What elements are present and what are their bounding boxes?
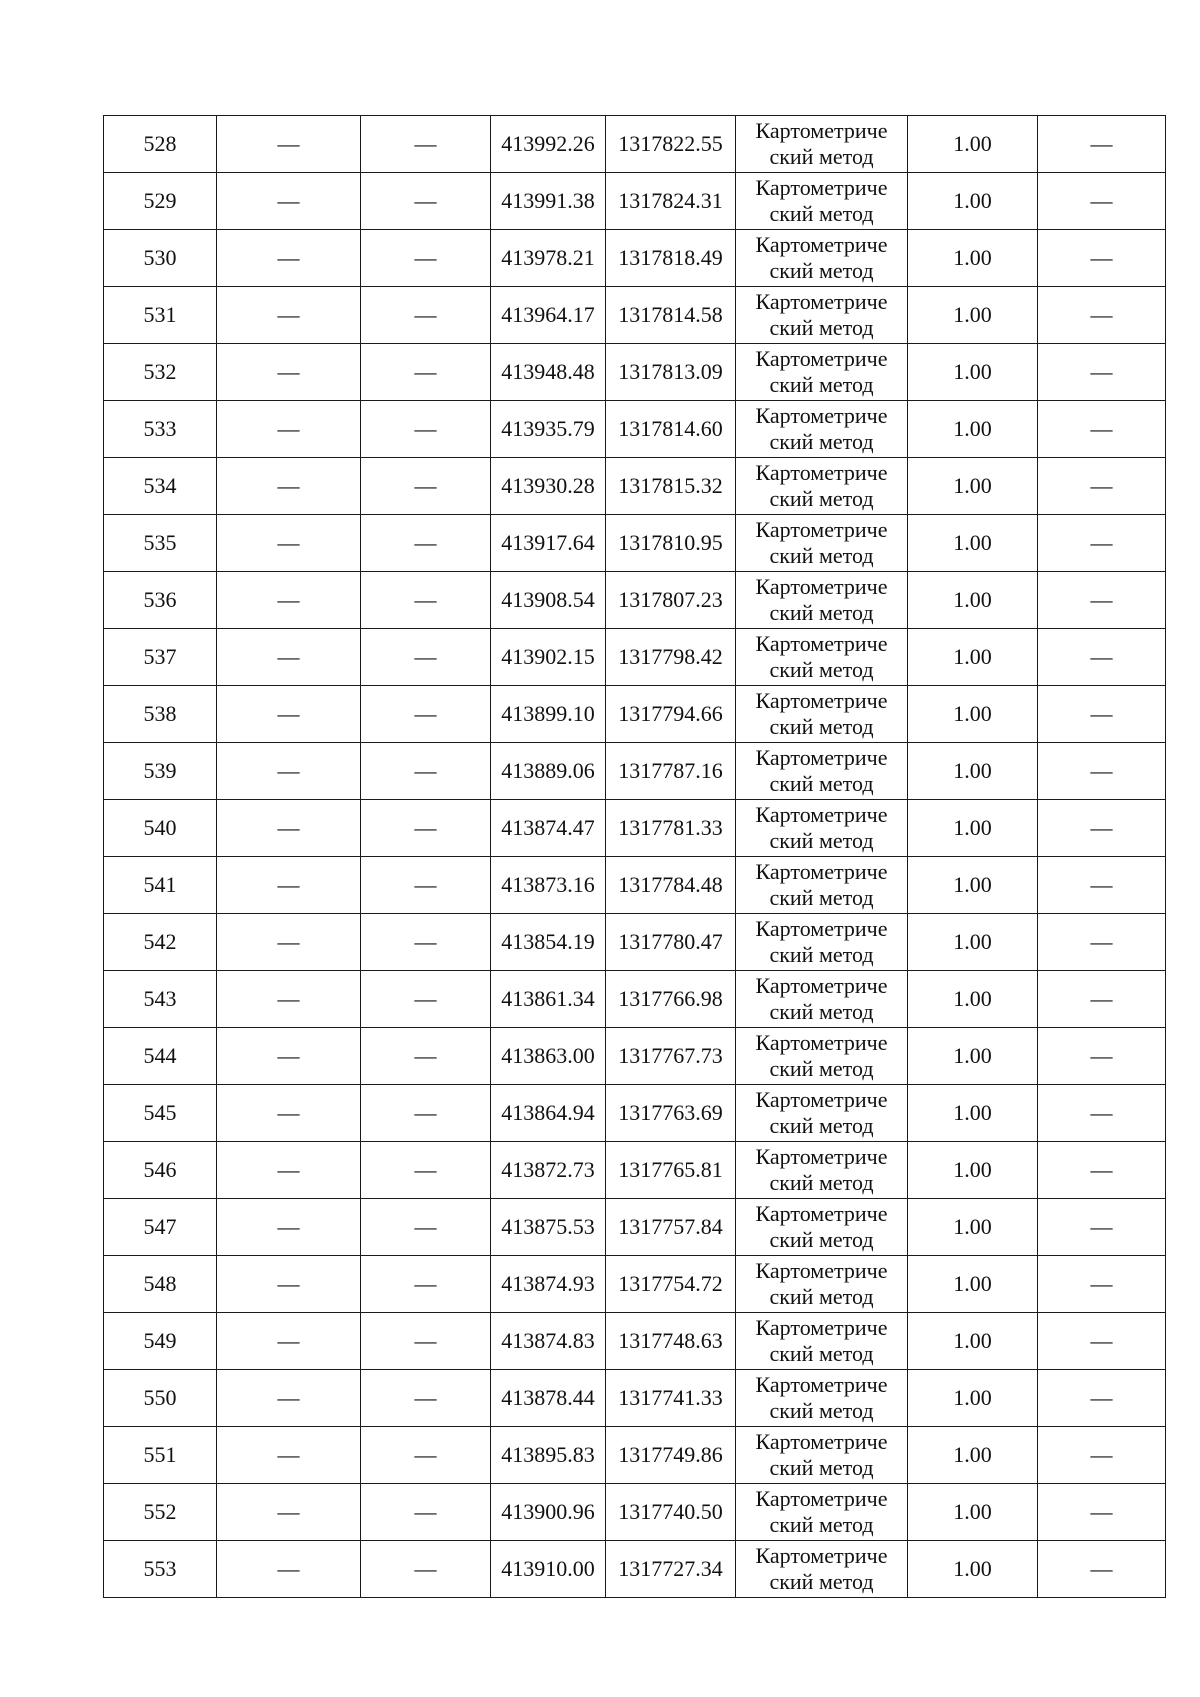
dash-cell-2: — [217,686,361,743]
dash-cell-2: — [217,572,361,629]
method-line-2: ский метод [769,201,874,226]
method-line-2: ский метод [769,1512,874,1537]
method-line-2: ский метод [769,999,874,1024]
method-line-1: Картометриче [755,289,888,314]
dash-cell-8: — [1038,344,1166,401]
dash-cell-2: — [217,344,361,401]
method-line-1: Картометриче [755,802,888,827]
x-coordinate-cell: 413854.19 [491,914,606,971]
accuracy-cell: 1.00 [908,1484,1038,1541]
y-coordinate-cell: 1317766.98 [606,971,736,1028]
point-number-cell: 548 [104,1256,217,1313]
method-cell [736,230,908,287]
point-number-cell: 538 [104,686,217,743]
table-row [104,800,1166,857]
dash-cell-2: — [217,458,361,515]
accuracy-cell: 1.00 [908,914,1038,971]
x-coordinate-cell: 413889.06 [491,743,606,800]
table-row [104,1541,1166,1598]
method-line-1: Картометриче [755,118,888,143]
x-coordinate-cell: 413864.94 [491,1085,606,1142]
method-cell [736,1370,908,1427]
dash-cell-2: — [217,1199,361,1256]
dash-cell-2: — [217,1085,361,1142]
dash-cell-2: — [217,914,361,971]
method-cell [736,1256,908,1313]
accuracy-cell: 1.00 [908,686,1038,743]
dash-cell-8: — [1038,629,1166,686]
method-line-1: Картометриче [755,1087,888,1112]
dash-cell-3: — [361,1256,491,1313]
accuracy-cell: 1.00 [908,458,1038,515]
dash-cell-3: — [361,743,491,800]
dash-cell-8: — [1038,1313,1166,1370]
dash-cell-2: — [217,629,361,686]
dash-cell-3: — [361,857,491,914]
method-line-1: Картометриче [755,403,888,428]
dash-cell-8: — [1038,800,1166,857]
method-line-1: Картометриче [755,1372,888,1397]
method-cell [736,173,908,230]
method-cell [736,515,908,572]
dash-cell-8: — [1038,1028,1166,1085]
y-coordinate-cell: 1317822.55 [606,116,736,173]
x-coordinate-cell: 413873.16 [491,857,606,914]
accuracy-cell: 1.00 [908,1256,1038,1313]
method-cell [736,1541,908,1598]
dash-cell-3: — [361,1541,491,1598]
point-number-cell: 546 [104,1142,217,1199]
y-coordinate-cell: 1317810.95 [606,515,736,572]
method-line-2: ский метод [769,942,874,967]
y-coordinate-cell: 1317780.47 [606,914,736,971]
accuracy-cell: 1.00 [908,1085,1038,1142]
table-row [104,1370,1166,1427]
method-line-2: ский метод [769,1056,874,1081]
accuracy-cell: 1.00 [908,743,1038,800]
x-coordinate-cell: 413895.83 [491,1427,606,1484]
point-number-cell: 543 [104,971,217,1028]
method-line-2: ский метод [769,600,874,625]
method-line-1: Картометриче [755,1030,888,1055]
dash-cell-2: — [217,800,361,857]
method-line-1: Картометриче [755,973,888,998]
method-line-2: ский метод [769,885,874,910]
point-number-cell: 551 [104,1427,217,1484]
accuracy-cell: 1.00 [908,173,1038,230]
dash-cell-2: — [217,857,361,914]
dash-cell-8: — [1038,572,1166,629]
dash-cell-8: — [1038,401,1166,458]
dash-cell-3: — [361,287,491,344]
method-line-1: Картометриче [755,688,888,713]
accuracy-cell: 1.00 [908,800,1038,857]
method-line-2: ский метод [769,1113,874,1138]
y-coordinate-cell: 1317824.31 [606,173,736,230]
method-line-1: Картометриче [755,574,888,599]
y-coordinate-cell: 1317741.33 [606,1370,736,1427]
method-line-1: Картометриче [755,745,888,770]
dash-cell-2: — [217,1028,361,1085]
y-coordinate-cell: 1317781.33 [606,800,736,857]
method-cell [736,116,908,173]
y-coordinate-cell: 1317740.50 [606,1484,736,1541]
method-line-2: ский метод [769,828,874,853]
x-coordinate-cell: 413902.15 [491,629,606,686]
accuracy-cell: 1.00 [908,230,1038,287]
point-number-cell: 549 [104,1313,217,1370]
point-number-cell: 542 [104,914,217,971]
y-coordinate-cell: 1317763.69 [606,1085,736,1142]
method-cell [736,857,908,914]
y-coordinate-cell: 1317815.32 [606,458,736,515]
dash-cell-8: — [1038,1142,1166,1199]
x-coordinate-cell: 413874.83 [491,1313,606,1370]
method-cell [736,1427,908,1484]
dash-cell-3: — [361,1484,491,1541]
x-coordinate-cell: 413991.38 [491,173,606,230]
method-cell [736,686,908,743]
x-coordinate-cell: 413872.73 [491,1142,606,1199]
method-line-2: ский метод [769,657,874,682]
y-coordinate-cell: 1317818.49 [606,230,736,287]
dash-cell-8: — [1038,971,1166,1028]
dash-cell-3: — [361,401,491,458]
table-row [104,344,1166,401]
accuracy-cell: 1.00 [908,857,1038,914]
accuracy-cell: 1.00 [908,572,1038,629]
dash-cell-3: — [361,1199,491,1256]
coordinates-table-body [104,116,1166,1598]
point-number-cell: 529 [104,173,217,230]
y-coordinate-cell: 1317765.81 [606,1142,736,1199]
x-coordinate-cell: 413948.48 [491,344,606,401]
method-cell [736,401,908,458]
dash-cell-3: — [361,344,491,401]
method-cell [736,743,908,800]
point-number-cell: 541 [104,857,217,914]
dash-cell-2: — [217,401,361,458]
dash-cell-3: — [361,686,491,743]
dash-cell-8: — [1038,173,1166,230]
method-line-2: ский метод [769,771,874,796]
dash-cell-3: — [361,458,491,515]
table-row [104,1028,1166,1085]
table-row [104,1085,1166,1142]
point-number-cell: 540 [104,800,217,857]
dash-cell-3: — [361,971,491,1028]
accuracy-cell: 1.00 [908,1541,1038,1598]
dash-cell-2: — [217,1427,361,1484]
method-cell [736,629,908,686]
table-row [104,743,1166,800]
dash-cell-2: — [217,743,361,800]
x-coordinate-cell: 413964.17 [491,287,606,344]
x-coordinate-cell: 413917.64 [491,515,606,572]
table-row [104,1199,1166,1256]
dash-cell-2: — [217,1142,361,1199]
method-line-1: Картометриче [755,916,888,941]
accuracy-cell: 1.00 [908,116,1038,173]
y-coordinate-cell: 1317784.48 [606,857,736,914]
method-line-2: ский метод [769,315,874,340]
dash-cell-2: — [217,1541,361,1598]
accuracy-cell: 1.00 [908,1370,1038,1427]
method-line-1: Картометриче [755,1429,888,1454]
y-coordinate-cell: 1317814.60 [606,401,736,458]
table-row [104,515,1166,572]
method-cell [736,800,908,857]
dash-cell-2: — [217,515,361,572]
dash-cell-8: — [1038,1427,1166,1484]
method-line-2: ский метод [769,543,874,568]
dash-cell-2: — [217,1256,361,1313]
y-coordinate-cell: 1317749.86 [606,1427,736,1484]
table-row [104,971,1166,1028]
method-line-1: Картометриче [755,1543,888,1568]
y-coordinate-cell: 1317787.16 [606,743,736,800]
dash-cell-3: — [361,1313,491,1370]
method-line-2: ский метод [769,429,874,454]
point-number-cell: 552 [104,1484,217,1541]
dash-cell-3: — [361,116,491,173]
x-coordinate-cell: 413900.96 [491,1484,606,1541]
dash-cell-3: — [361,230,491,287]
accuracy-cell: 1.00 [908,1142,1038,1199]
method-line-2: ский метод [769,372,874,397]
dash-cell-2: — [217,230,361,287]
method-line-1: Картометриче [755,631,888,656]
method-line-2: ский метод [769,1569,874,1594]
dash-cell-2: — [217,116,361,173]
method-line-2: ский метод [769,1227,874,1252]
x-coordinate-cell: 413908.54 [491,572,606,629]
table-row [104,1256,1166,1313]
method-cell [736,572,908,629]
dash-cell-3: — [361,800,491,857]
x-coordinate-cell: 413875.53 [491,1199,606,1256]
dash-cell-3: — [361,1427,491,1484]
dash-cell-8: — [1038,857,1166,914]
accuracy-cell: 1.00 [908,1199,1038,1256]
table-row [104,173,1166,230]
method-line-1: Картометриче [755,859,888,884]
table-row [104,572,1166,629]
method-line-2: ский метод [769,1398,874,1423]
dash-cell-2: — [217,173,361,230]
x-coordinate-cell: 413861.34 [491,971,606,1028]
point-number-cell: 530 [104,230,217,287]
accuracy-cell: 1.00 [908,1313,1038,1370]
point-number-cell: 545 [104,1085,217,1142]
accuracy-cell: 1.00 [908,515,1038,572]
method-line-1: Картометриче [755,175,888,200]
dash-cell-2: — [217,1313,361,1370]
x-coordinate-cell: 413878.44 [491,1370,606,1427]
table-row [104,401,1166,458]
dash-cell-2: — [217,1484,361,1541]
point-number-cell: 531 [104,287,217,344]
accuracy-cell: 1.00 [908,344,1038,401]
dash-cell-8: — [1038,116,1166,173]
method-cell [736,1028,908,1085]
method-cell [736,1142,908,1199]
point-number-cell: 536 [104,572,217,629]
dash-cell-8: — [1038,1484,1166,1541]
table-row [104,287,1166,344]
method-line-2: ский метод [769,1170,874,1195]
method-cell [736,458,908,515]
x-coordinate-cell: 413978.21 [491,230,606,287]
dash-cell-2: — [217,971,361,1028]
method-line-1: Картометриче [755,232,888,257]
table-row [104,1484,1166,1541]
method-line-1: Картометриче [755,1315,888,1340]
method-cell [736,344,908,401]
method-line-1: Картометриче [755,346,888,371]
point-number-cell: 528 [104,116,217,173]
dash-cell-3: — [361,1028,491,1085]
table-row [104,1313,1166,1370]
point-number-cell: 550 [104,1370,217,1427]
point-number-cell: 537 [104,629,217,686]
point-number-cell: 544 [104,1028,217,1085]
table-row [104,458,1166,515]
method-line-1: Картометриче [755,1201,888,1226]
method-cell [736,971,908,1028]
method-line-1: Картометриче [755,1486,888,1511]
x-coordinate-cell: 413935.79 [491,401,606,458]
x-coordinate-cell: 413899.10 [491,686,606,743]
dash-cell-3: — [361,572,491,629]
x-coordinate-cell: 413863.00 [491,1028,606,1085]
point-number-cell: 534 [104,458,217,515]
accuracy-cell: 1.00 [908,971,1038,1028]
dash-cell-3: — [361,1370,491,1427]
dash-cell-8: — [1038,1541,1166,1598]
table-row [104,116,1166,173]
dash-cell-2: — [217,287,361,344]
dash-cell-8: — [1038,1085,1166,1142]
accuracy-cell: 1.00 [908,1427,1038,1484]
method-line-2: ский метод [769,1284,874,1309]
y-coordinate-cell: 1317757.84 [606,1199,736,1256]
point-number-cell: 533 [104,401,217,458]
x-coordinate-cell: 413930.28 [491,458,606,515]
dash-cell-3: — [361,515,491,572]
dash-cell-8: — [1038,686,1166,743]
method-line-1: Картометриче [755,460,888,485]
method-line-2: ский метод [769,144,874,169]
dash-cell-3: — [361,629,491,686]
dash-cell-8: — [1038,515,1166,572]
dash-cell-8: — [1038,1256,1166,1313]
accuracy-cell: 1.00 [908,629,1038,686]
table-row [104,230,1166,287]
y-coordinate-cell: 1317748.63 [606,1313,736,1370]
method-cell [736,914,908,971]
dash-cell-8: — [1038,1370,1166,1427]
method-line-2: ский метод [769,486,874,511]
table-row [104,857,1166,914]
method-line-2: ский метод [769,258,874,283]
method-cell [736,1313,908,1370]
y-coordinate-cell: 1317807.23 [606,572,736,629]
accuracy-cell: 1.00 [908,1028,1038,1085]
method-line-1: Картометриче [755,1258,888,1283]
dash-cell-3: — [361,1085,491,1142]
method-line-2: ский метод [769,714,874,739]
dash-cell-8: — [1038,1199,1166,1256]
method-cell [736,1085,908,1142]
coordinates-table [103,115,1166,1598]
dash-cell-8: — [1038,743,1166,800]
method-line-2: ский метод [769,1341,874,1366]
method-cell [736,1199,908,1256]
table-row [104,1427,1166,1484]
y-coordinate-cell: 1317798.42 [606,629,736,686]
x-coordinate-cell: 413992.26 [491,116,606,173]
table-row [104,686,1166,743]
y-coordinate-cell: 1317767.73 [606,1028,736,1085]
y-coordinate-cell: 1317727.34 [606,1541,736,1598]
point-number-cell: 539 [104,743,217,800]
dash-cell-8: — [1038,458,1166,515]
dash-cell-3: — [361,173,491,230]
dash-cell-8: — [1038,914,1166,971]
y-coordinate-cell: 1317754.72 [606,1256,736,1313]
dash-cell-3: — [361,914,491,971]
y-coordinate-cell: 1317813.09 [606,344,736,401]
x-coordinate-cell: 413910.00 [491,1541,606,1598]
y-coordinate-cell: 1317814.58 [606,287,736,344]
method-line-1: Картометриче [755,1144,888,1169]
point-number-cell: 532 [104,344,217,401]
method-cell [736,1484,908,1541]
method-cell [736,287,908,344]
dash-cell-2: — [217,1370,361,1427]
dash-cell-8: — [1038,287,1166,344]
dash-cell-8: — [1038,230,1166,287]
x-coordinate-cell: 413874.47 [491,800,606,857]
table-row [104,914,1166,971]
table-row [104,1142,1166,1199]
x-coordinate-cell: 413874.93 [491,1256,606,1313]
table-row [104,629,1166,686]
point-number-cell: 547 [104,1199,217,1256]
accuracy-cell: 1.00 [908,287,1038,344]
method-line-2: ский метод [769,1455,874,1480]
point-number-cell: 535 [104,515,217,572]
accuracy-cell: 1.00 [908,401,1038,458]
y-coordinate-cell: 1317794.66 [606,686,736,743]
dash-cell-3: — [361,1142,491,1199]
method-line-1: Картометриче [755,517,888,542]
point-number-cell: 553 [104,1541,217,1598]
